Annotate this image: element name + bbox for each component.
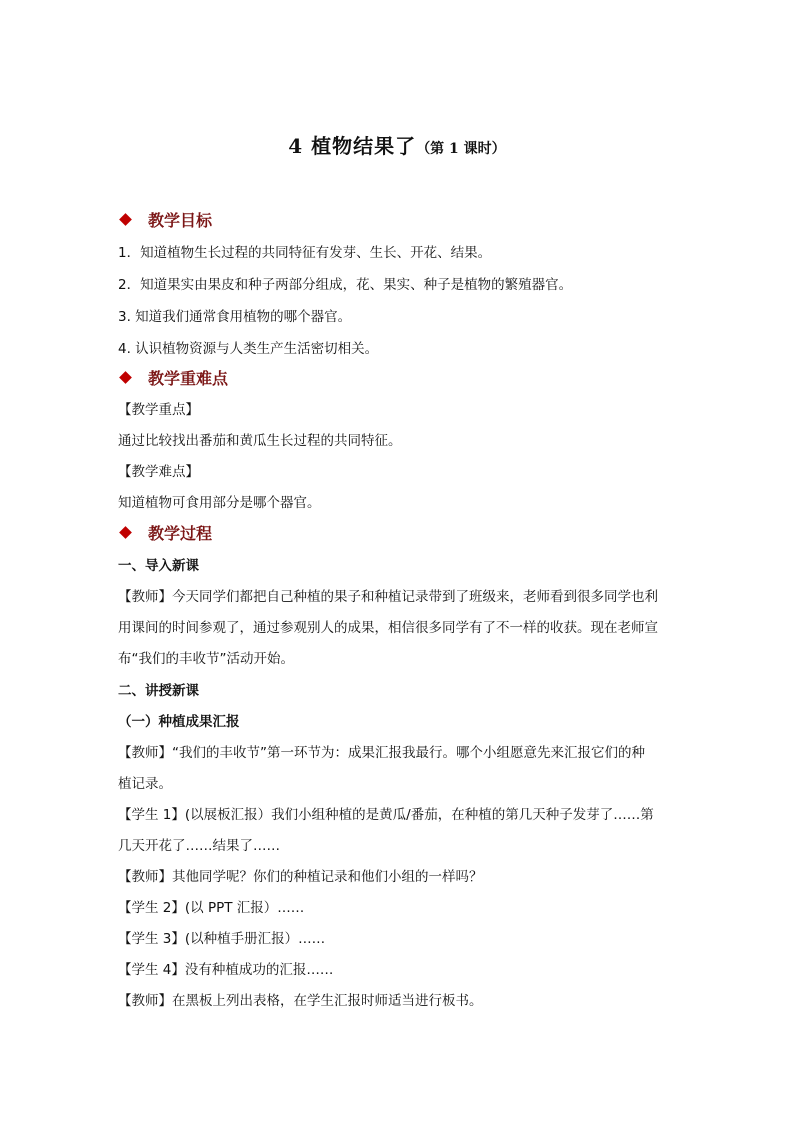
paragraph-line: 【学生 2】(以 PPT 汇报）……: [118, 900, 305, 916]
section-heading-process: 教学过程: [118, 525, 212, 543]
key-text: 通过比较找出番茄和黄瓜生长过程的共同特征。: [118, 433, 402, 449]
part1-title: 一、导入新课: [118, 558, 199, 574]
goal-item: 3. 知道我们通常食用植物的哪个器官。: [118, 309, 352, 325]
subsection-title: （一）种植成果汇报: [118, 714, 240, 730]
paragraph-line: 【教师】“我们的丰收节”第一环节为：成果汇报我最行。哪个小组愿意先来汇报它们的种: [118, 745, 645, 761]
goal-item: 1．知道植物生长过程的共同特征有发芽、生长、开花、结果。: [118, 245, 492, 261]
diamond-bullet-icon: [119, 213, 132, 226]
paragraph-line: 几天开花了……结果了……: [118, 838, 280, 854]
section-heading-keypoints: 教学重难点: [118, 370, 228, 388]
paragraph-line: 【教师】在黑板上列出表格，在学生汇报时师适当进行板书。: [118, 993, 483, 1009]
difficult-label: 【教学难点】: [118, 464, 199, 480]
goal-item: 4. 认识植物资源与人类生产生活密切相关。: [118, 341, 379, 357]
part2-title: 二、讲授新课: [118, 683, 199, 699]
paragraph-line: 【教师】今天同学们都把自己种植的果子和种植记录带到了班级来，老师看到很多同学也利: [118, 589, 658, 605]
title-sub: （第 1 课时）: [416, 141, 506, 157]
paragraph-line: 用课间的时间参观了，通过参观别人的成果，相信很多同学有了不一样的收获。现在老师宣: [118, 620, 658, 636]
key-label: 【教学重点】: [118, 402, 199, 418]
page-title: [0, 130, 794, 159]
paragraph-line: 【学生 4】没有种植成功的汇报……: [118, 962, 334, 978]
diamond-bullet-icon: [119, 526, 132, 539]
section-heading-goals: 教学目标: [118, 212, 212, 230]
diamond-bullet-icon: [119, 371, 132, 384]
title-main: 4 植物结果了: [288, 134, 417, 158]
paragraph-line: 【学生 1】(以展板汇报）我们小组种植的是黄瓜/番茄，在种植的第几天种子发芽了……第: [118, 807, 654, 823]
paragraph-line: 【学生 3】(以种植手册汇报）……: [118, 931, 326, 947]
paragraph-line: 布“我们的丰收节”活动开始。: [118, 651, 294, 667]
goal-item: 2．知道果实由果皮和种子两部分组成，花、果实、种子是植物的繁殖器官。: [118, 277, 573, 293]
paragraph-line: 植记录。: [118, 776, 172, 792]
paragraph-line: 【教师】其他同学呢？你们的种植记录和他们小组的一样吗？: [118, 869, 483, 885]
difficult-text: 知道植物可食用部分是哪个器官。: [118, 495, 321, 511]
